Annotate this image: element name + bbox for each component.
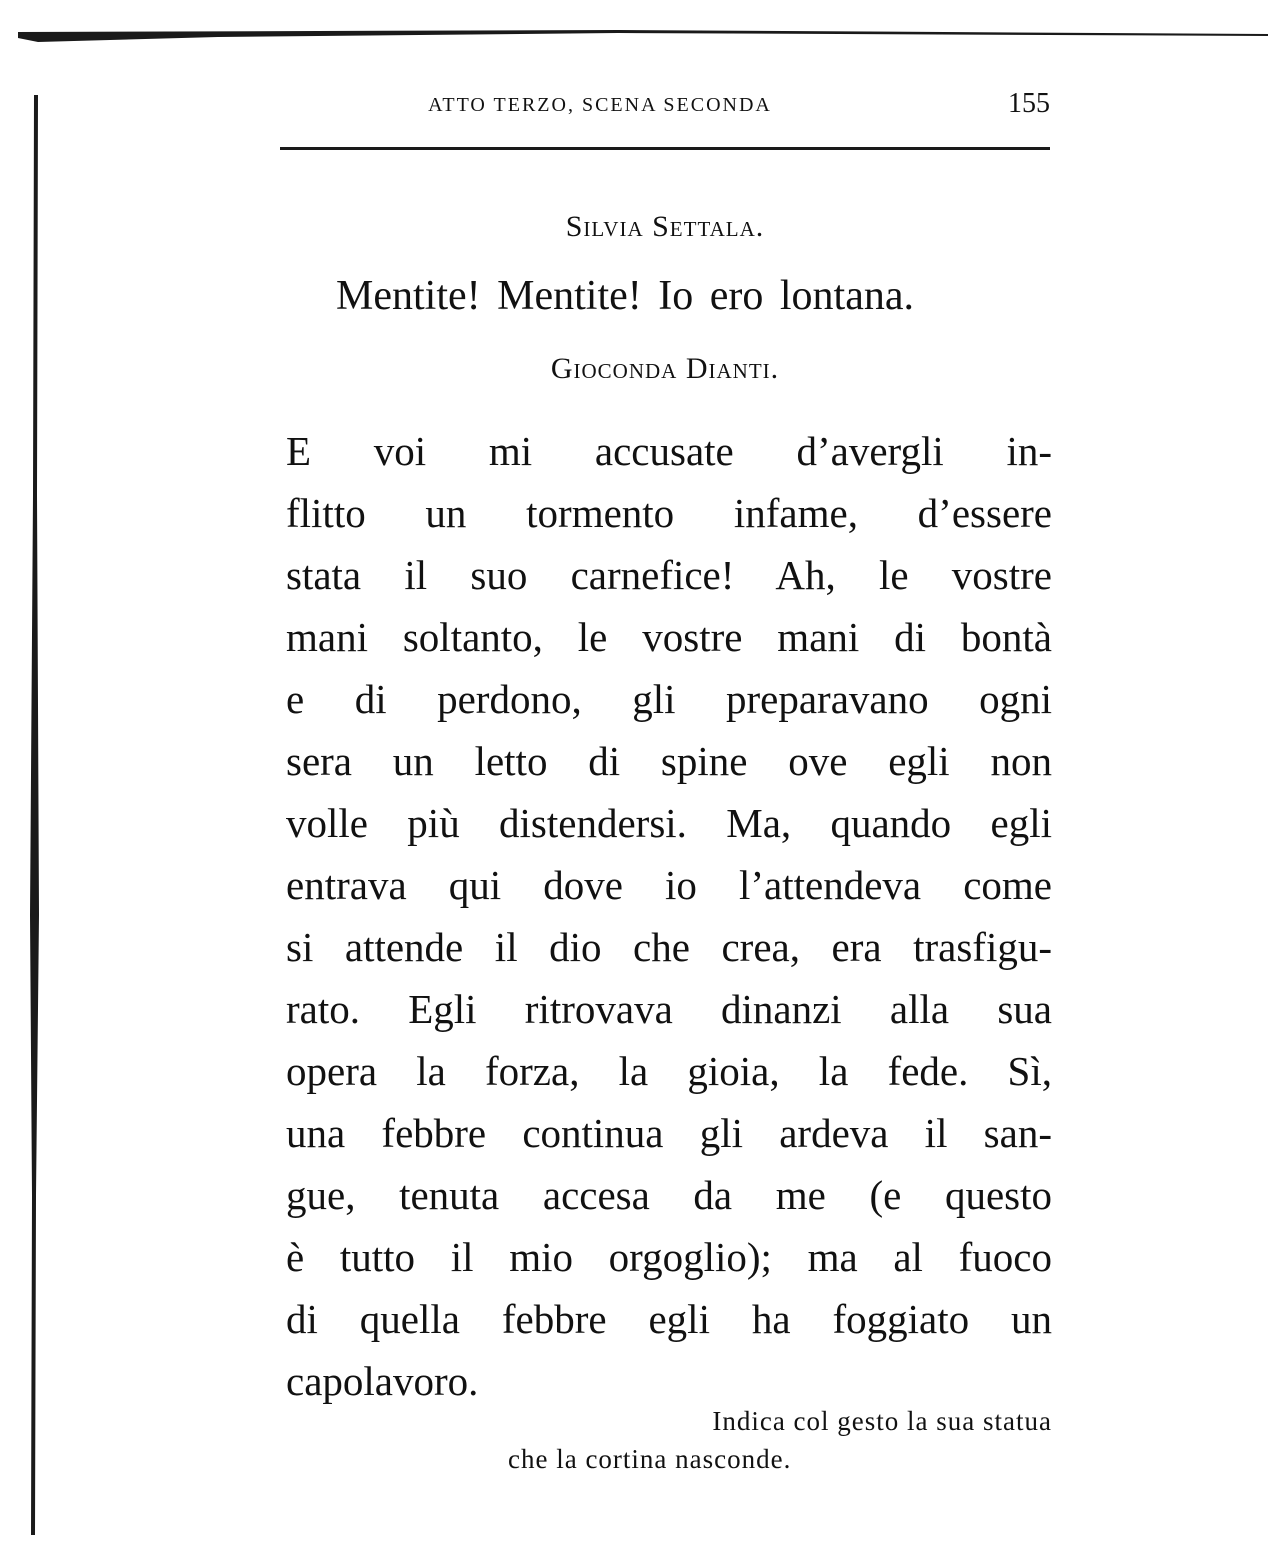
dialogue-paragraph xyxy=(286,420,1052,1412)
dialogue-line: è tutto il mio orgoglio); ma al fuoco xyxy=(286,1234,1052,1280)
dialogue-line: e di perdono, gli preparavano ogni xyxy=(286,676,1052,722)
dialogue-line: capolavoro. xyxy=(286,1358,479,1404)
page-header xyxy=(280,86,1050,130)
dialogue-line: si attende il dio che crea, era trasfigu- xyxy=(286,924,1052,970)
scan-top-edge xyxy=(18,28,1268,44)
header-rule xyxy=(280,147,1050,150)
scan-left-edge xyxy=(26,95,40,1535)
dialogue-line: gue, tenuta accesa da me (e questo xyxy=(286,1172,1052,1218)
stage-direction xyxy=(500,1402,1052,1478)
dialogue-line: mani soltanto, le vostre mani di bontà xyxy=(286,614,1052,660)
stage-direction-line: Indica col gesto la sua statua xyxy=(712,1406,1052,1436)
dialogue-line: E voi mi accusate d’avergli in- xyxy=(286,428,1052,474)
speaker-name: Silvia Settala. xyxy=(565,210,765,243)
dialogue-line: opera la forza, la gioia, la fede. Sì, xyxy=(286,1048,1052,1094)
dialogue-line: flitto un tormento infame, d’essere xyxy=(286,490,1052,536)
speaker-name: Gioconda Dianti. xyxy=(550,352,780,385)
dialogue-line: una febbre continua gli ardeva il san- xyxy=(286,1110,1052,1156)
dialogue-line: rato. Egli ritrovava dinanzi alla sua xyxy=(286,986,1052,1032)
running-head: ATTO TERZO, SCENA SECONDA xyxy=(428,94,772,116)
stage-direction-line: che la cortina nasconde. xyxy=(508,1444,792,1474)
dialogue-line: volle più distendersi. Ma, quando egli xyxy=(286,800,1052,846)
dialogue-line: sera un letto di spine ove egli non xyxy=(286,738,1052,784)
page-number: 155 xyxy=(1008,88,1050,119)
dialogue-line: stata il suo carnefice! Ah, le vostre xyxy=(286,552,1052,598)
dialogue-line: di quella febbre egli ha foggiato un xyxy=(286,1296,1052,1342)
dialogue-line: Mentite! Mentite! Io ero lontana. xyxy=(336,273,914,319)
dialogue-line: entrava qui dove io l’attendeva come xyxy=(286,862,1052,908)
